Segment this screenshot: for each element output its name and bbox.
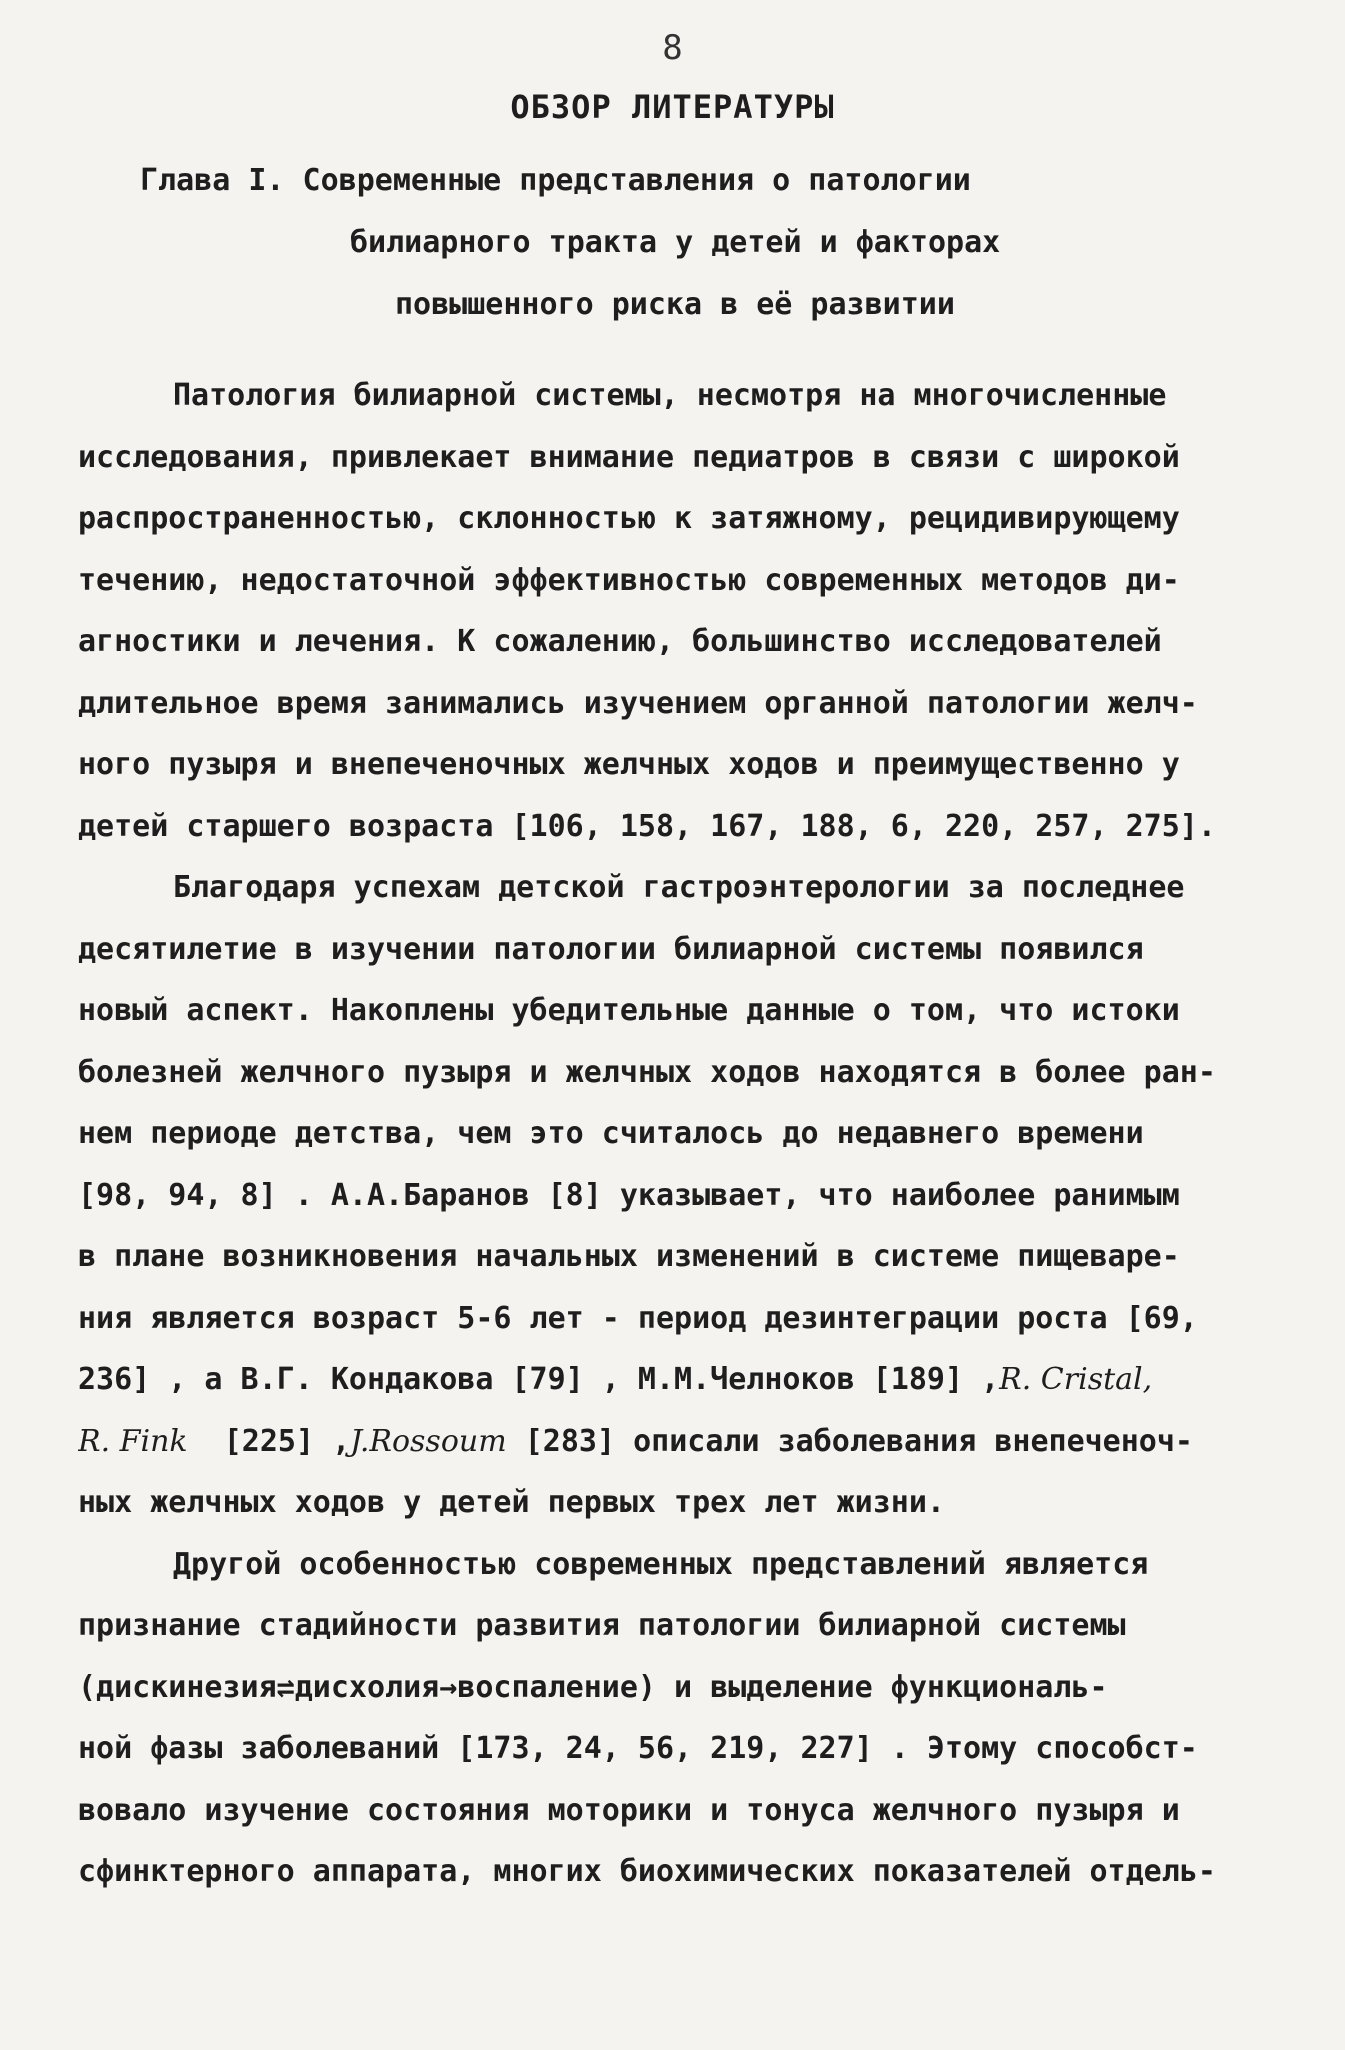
text-fragment: 236] , а В.Г. Кондакова [79] , М.М.Челноков [189] , xyxy=(78,1362,1000,1397)
text-line: Другой особенностью современных представлений является xyxy=(173,1546,1149,1582)
text-line: новый аспект. Накоплены убедительные данные о том, что истоки xyxy=(78,993,1180,1028)
handwritten-name: J.Rossoum xyxy=(350,1423,507,1459)
text-line: в плане возникновения начальных изменений в системе пищеваре- xyxy=(78,1239,1180,1274)
text-line: агностики и лечения. К сожалению, большинство исследователей xyxy=(78,624,1162,659)
chapter-title xyxy=(140,150,1240,336)
text-line: ния является возраст 5-6 лет - период дезинтеграции роста [69, xyxy=(78,1300,1198,1336)
text-line: длительное время занимались изучением органной патологии желч- xyxy=(78,685,1198,721)
chapter-title-line-3: повышенного риска в её развитии xyxy=(395,287,955,322)
text-line: сфинктерного аппарата, многих биохимических показателей отдель- xyxy=(78,1854,1216,1889)
section-title: ОБЗОР ЛИТЕРАТУРЫ xyxy=(510,88,835,126)
text-line: десятилетие в изучении патологии билиарной системы появился xyxy=(78,931,1144,967)
text-fragment: [283] описали заболевания внепеченоч- xyxy=(506,1423,1193,1459)
text-line: детей старшего возраста [106, 158, 167, 188, 6, 220, 257, 275]. xyxy=(78,808,1216,844)
text-line: (дискинезия⇌дисхолия→воспаление) и выделение функциональ- xyxy=(78,1669,1108,1705)
text-line: признание стадийности развития патологии билиарной системы xyxy=(78,1608,1126,1643)
text-line: вовало изучение состояния моторики и тонуса желчного пузыря и xyxy=(78,1792,1180,1828)
text-line xyxy=(78,1411,1288,1473)
chapter-title-line-1: Глава I. Современные представления о патологии xyxy=(140,163,971,198)
text-fragment: [225] , xyxy=(187,1423,351,1459)
text-line: течению, недостаточной эффективностью современных методов ди- xyxy=(78,562,1180,598)
text-line: распространенностью, склонностью к затяжному, рецидивирующему xyxy=(78,501,1180,536)
text-line: [98, 94, 8] . А.А.Баранов [8] указывает, что наиболее ранимым xyxy=(78,1177,1180,1213)
body-text xyxy=(78,365,1288,1903)
text-line: Патология билиарной системы, несмотря на многочисленные xyxy=(173,378,1167,413)
text-line: ных желчных ходов у детей первых трех лет жизни. xyxy=(78,1485,945,1520)
text-line xyxy=(78,1349,1288,1411)
text-line: ного пузыря и внепеченочных желчных ходов и преимущественно у xyxy=(78,747,1180,782)
text-line: нем периоде детства, чем это считалось до недавнего времени xyxy=(78,1116,1144,1151)
handwritten-name: R. Fink xyxy=(78,1423,188,1459)
text-line: ной фазы заболеваний [173, 24, 56, 219, 227] . Этому способст- xyxy=(78,1731,1198,1766)
handwritten-name: R. Cristal, xyxy=(999,1362,1153,1397)
text-line: исследования, привлекает внимание педиатров в связи с широкой xyxy=(78,439,1180,475)
page-number: 8 xyxy=(662,28,683,68)
text-line: Благодаря успехам детской гастроэнтерологии за последнее xyxy=(173,870,1185,905)
text-line: болезней желчного пузыря и желчных ходов находятся в более ран- xyxy=(78,1054,1216,1090)
chapter-title-line-2: билиарного тракта у детей и факторах xyxy=(350,225,1001,260)
